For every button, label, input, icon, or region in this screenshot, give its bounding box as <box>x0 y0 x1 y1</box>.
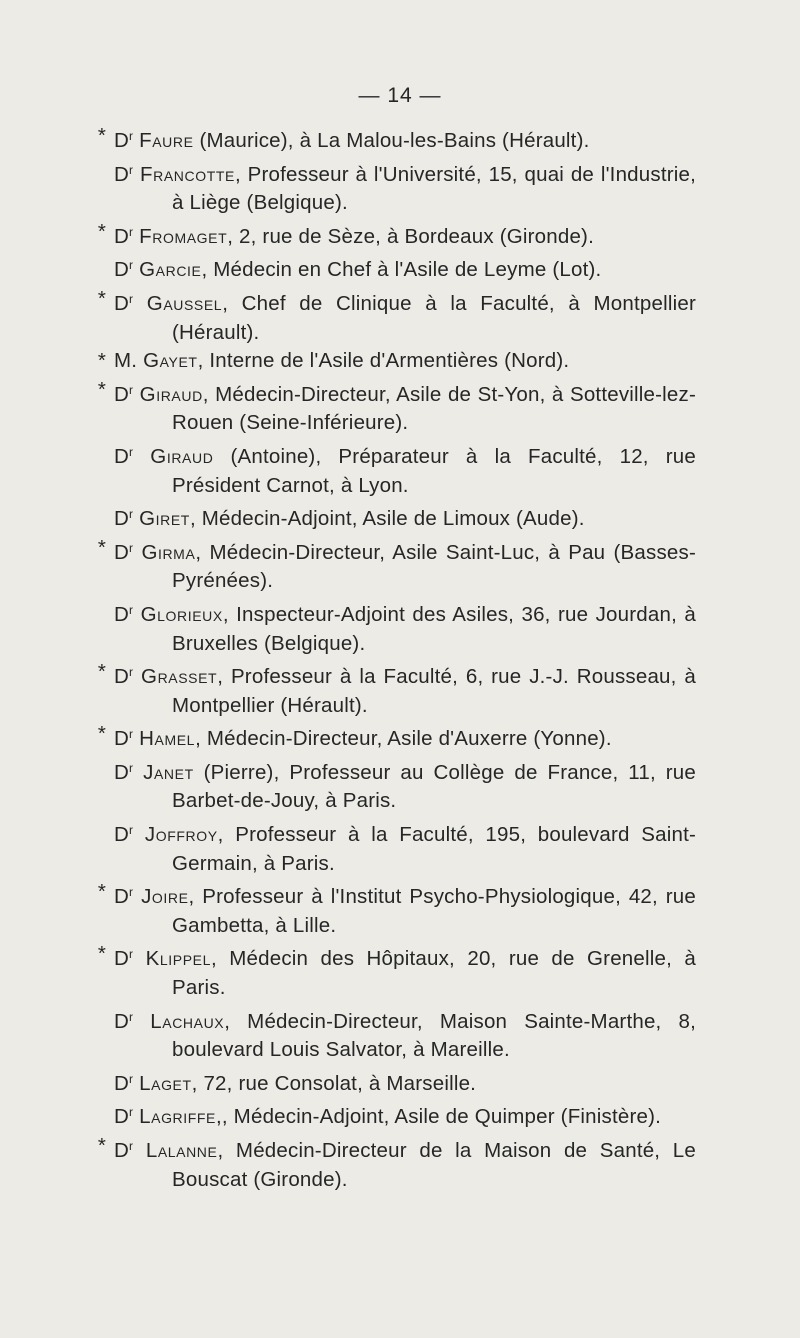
entry-name: Janet <box>143 760 194 784</box>
list-item <box>97 658 696 720</box>
entry-details: , Médecin-Directeur, Maison Sainte-Marthe, 8, boulevard Louis Salvator, à Mareille. <box>172 1009 696 1062</box>
entry-name: Giraud <box>150 444 214 468</box>
entry-name: Faure <box>139 129 194 152</box>
entry-title: $D^r$ <box>114 1071 134 1095</box>
list-item <box>97 218 696 252</box>
entry-name: Lagriffe <box>139 1105 216 1129</box>
entry-details: , 72, rue Consolat, à Marseille. <box>191 1071 477 1095</box>
entry-details: , Médecin des Hôpitaux, 20, rue de Grenelle, à Paris. <box>172 947 696 1000</box>
entry-name: Giraud <box>139 382 203 406</box>
asterisk-marker: * <box>97 535 107 559</box>
entry-details: , Médecin-Directeur, Asile d'Auxerre (Yonne). <box>195 727 612 751</box>
list-item <box>114 1065 696 1099</box>
entry-name: Gayet <box>143 349 198 373</box>
list-item <box>97 940 696 1002</box>
asterisk-marker: * <box>97 286 107 310</box>
asterisk-marker: * <box>97 124 107 147</box>
list-item <box>97 122 696 156</box>
list-item <box>97 534 696 596</box>
list-item <box>114 251 696 285</box>
entry-details: , Médecin-Adjoint, Asile de Limoux (Aude). <box>189 507 585 531</box>
entry-name: Joffroy <box>144 823 218 847</box>
entry-details: ,, Médecin-Adjoint, Asile de Quimper (Finistère). <box>216 1105 662 1129</box>
list-item <box>97 1132 696 1194</box>
entry-title: $D^r$ <box>114 258 134 282</box>
entry-title: $D^r$ <box>114 760 134 784</box>
entry-title: $D^r$ <box>114 129 134 152</box>
list-item <box>114 438 697 500</box>
entry-title: $D^r$ <box>114 665 134 689</box>
entry-details: , 2, rue de Sèze, à Bordeaux (Gironde). <box>227 224 594 248</box>
list-item <box>114 500 696 534</box>
entry-title: $D^r$ <box>114 224 134 248</box>
entry-details: , Inspecteur-Adjoint des Asiles, 36, rue Jourdan, à Bruxelles (Belgique). <box>172 602 696 655</box>
entry-name: Giret <box>139 507 190 531</box>
entry-details: , Médecin-Directeur de la Maison de Santé, Le Bouscat (Gironde). <box>172 1139 696 1191</box>
asterisk-marker: * <box>97 1134 107 1157</box>
entry-details: (Antoine), Préparateur à la Faculté, 12, rue Président Carnot, à Lyon. <box>172 444 697 497</box>
list-item <box>114 816 696 878</box>
entry-name: Hamel <box>139 727 196 751</box>
asterisk-marker: * <box>97 377 107 401</box>
list-item <box>114 1003 696 1065</box>
list-item <box>114 596 696 658</box>
asterisk-marker: * <box>97 660 107 684</box>
entry-title: $D^r$ <box>114 1139 134 1162</box>
list-item <box>114 754 696 816</box>
entry-details: , Professeur à la Faculté, 6, rue J.-J. Rousseau, à Montpellier (Hérault). <box>172 665 696 717</box>
entry-name: Glorieux <box>140 602 223 626</box>
entry-name: Girma <box>141 540 196 564</box>
entry-name: Klippel <box>145 947 211 971</box>
entry-title: $D^r$ <box>114 1105 134 1129</box>
entry-details: , Médecin-Directeur, Asile de St-Yon, à Sotteville-lez-Rouen (Seine-Inférieure). <box>172 382 696 435</box>
entry-title: $D^r$ <box>114 507 134 531</box>
member-list <box>0 122 800 1194</box>
entry-name: Francotte <box>140 162 235 186</box>
list-item <box>97 720 696 754</box>
asterisk-marker: * <box>97 880 107 904</box>
entry-name: Lalanne <box>145 1139 218 1162</box>
list-item <box>97 376 696 438</box>
entry-title: $D^r$ <box>114 602 134 626</box>
entry-title: $D^r$ <box>114 1009 134 1033</box>
entry-details: , Médecin-Directeur, Asile Saint-Luc, à Pau (Basses-Pyrénées). <box>172 540 696 593</box>
entry-title: $D^r$ <box>114 947 134 971</box>
list-item <box>97 878 696 940</box>
entry-details: , Interne de l'Asile d'Armentières (Nord). <box>197 349 570 373</box>
list-item <box>97 285 696 347</box>
list-item <box>114 1098 696 1132</box>
list-item <box>114 156 697 218</box>
list-item <box>97 347 696 376</box>
entry-title: $D^r$ <box>114 823 134 847</box>
entry-name: Gaussel <box>146 291 223 315</box>
entry-title: $D^r$ <box>114 444 134 468</box>
asterisk-marker: * <box>97 942 107 966</box>
entry-name: Garcie <box>139 258 202 282</box>
entry-name: Fromaget <box>139 224 228 248</box>
entry-name: Laget <box>139 1071 192 1095</box>
entry-details: , Médecin en Chef à l'Asile de Leyme (Lot). <box>201 258 602 282</box>
entry-details: , Professeur à l'Institut Psycho-Physiologique, 42, rue Gambetta, à Lille. <box>172 885 696 937</box>
entry-title: $D^r$ <box>114 540 134 564</box>
entry-name: Joire <box>141 885 189 909</box>
entry-title: $D^r$ <box>114 885 134 909</box>
entry-details: , Professeur à la Faculté, 195, boulevard Saint-Germain, à Paris. <box>172 823 696 875</box>
entry-title: M. <box>114 349 138 373</box>
entry-title: $D^r$ <box>114 291 134 315</box>
entry-details: (Maurice), à La Malou-les-Bains (Hérault). <box>193 129 590 152</box>
asterisk-marker: * <box>97 722 107 746</box>
entry-name: Lachaux <box>150 1009 225 1033</box>
page-number: — 14 — <box>358 84 442 107</box>
asterisk-marker: * <box>97 219 107 243</box>
entry-title: $D^r$ <box>114 727 134 751</box>
entry-title: $D^r$ <box>114 382 134 406</box>
entry-details: (Pierre), Professeur au Collège de France, 11, rue Barbet-de-Jouy, à Paris. <box>172 760 696 813</box>
entry-name: Grasset <box>141 665 218 689</box>
entry-details: , Chef de Clinique à la Faculté, à Montpellier (Hérault). <box>172 291 696 344</box>
entry-title: $D^r$ <box>114 162 134 186</box>
asterisk-marker: * <box>97 349 107 373</box>
entry-details: , Professeur à l'Université, 15, quai de l'Industrie, à Liège (Belgique). <box>172 162 697 215</box>
